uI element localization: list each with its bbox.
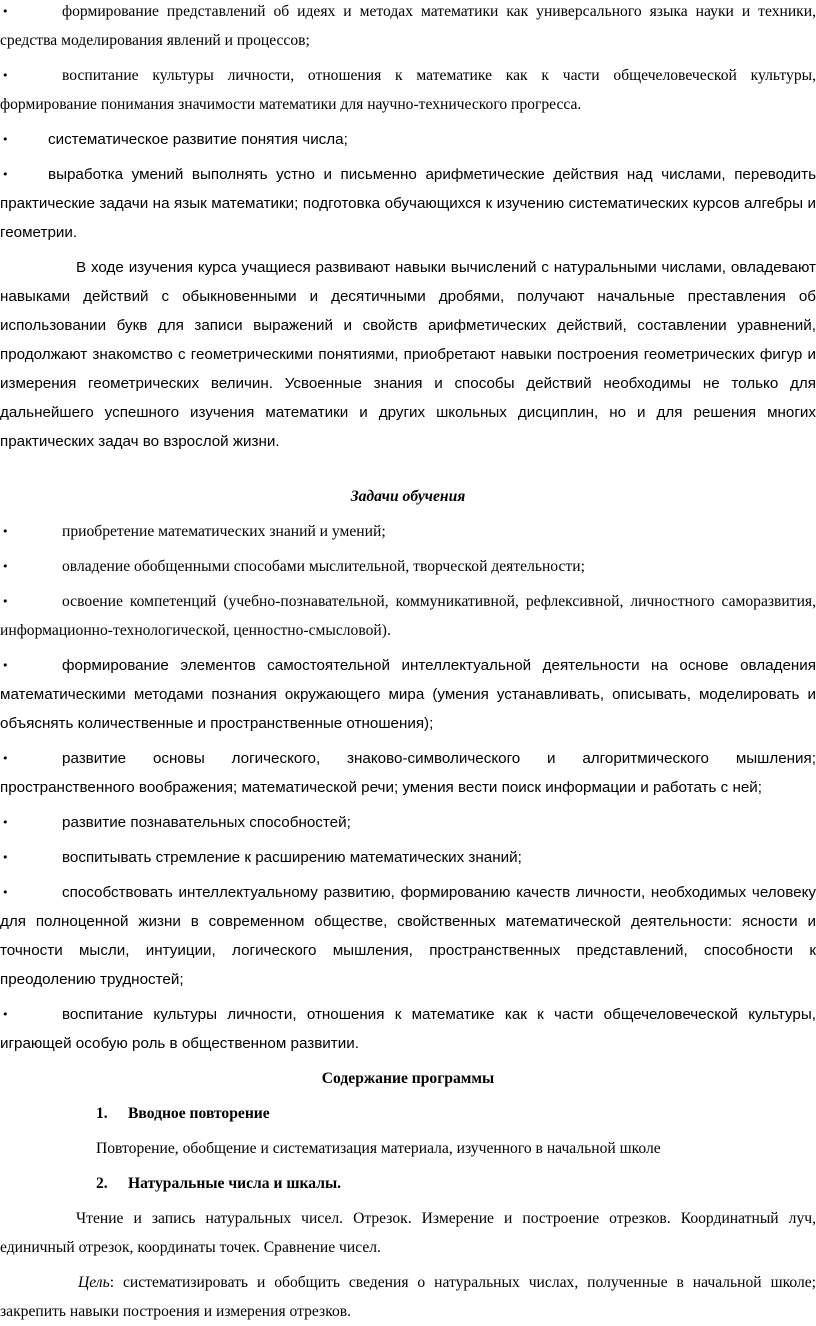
section-number: 1. bbox=[96, 1105, 108, 1122]
bullet-icon: • bbox=[2, 1008, 9, 1021]
bullet-icon: • bbox=[2, 886, 9, 899]
list-item: • развитие основы логического, знаково-символического и алгоритмического мышления; пространственного воображения; математической речи; умения вести поиск информации и работать с ней; bbox=[0, 744, 816, 802]
section-body: Повторение, обобщение и систематизация материала, изученного в начальной школе bbox=[96, 1140, 661, 1157]
bullet-icon: • bbox=[2, 595, 9, 608]
list-item: • приобретение математических знаний и умений; bbox=[0, 517, 816, 546]
tasks-heading: Задачи обучения bbox=[350, 488, 466, 505]
section-number: 2. bbox=[96, 1175, 108, 1192]
list-item: • воспитание культуры личности, отношения к математике как к части общечеловеческой культуры, формирование понимания значимости математики для научно-технического прогресса. bbox=[0, 61, 816, 119]
bullet-icon: • bbox=[2, 5, 9, 18]
list-item: • воспитывать стремление к расширению математических знаний; bbox=[0, 843, 816, 872]
bullet-icon: • bbox=[2, 133, 9, 146]
goal-text: : систематизировать и обобщить сведения о натуральных числах, полученные в начальной школе; закрепить навыки построения и измерения отрезков. bbox=[0, 1274, 816, 1320]
list-item: • систематическое развитие понятия числа; bbox=[0, 125, 816, 154]
bullet-icon: • bbox=[2, 560, 9, 573]
list-item: • воспитание культуры личности, отношения к математике как к части общечеловеческой культуры, играющей особую роль в общественном развитии. bbox=[0, 1000, 816, 1058]
bullet-icon: • bbox=[2, 525, 9, 538]
section-title: 2. Натуральные числа и шкалы. bbox=[0, 1169, 816, 1198]
section-body: Чтение и запись натуральных чисел. Отрезок. Измерение и построение отрезков. Координатный луч, единичный отрезок, координаты точек. Сравнение чисел. bbox=[0, 1210, 816, 1256]
bullet-icon: • bbox=[2, 69, 9, 82]
bullet-icon: • bbox=[2, 752, 9, 765]
section-title: 1. Вводное повторение bbox=[0, 1099, 816, 1128]
bullet-icon: • bbox=[2, 851, 9, 864]
list-item: • способствовать интеллектуальному развитию, формированию качеств личности, необходимых человеку для полноценной жизни в современном обществе, свойственных математической деятельности: ясности и точности мысли, интуиции, логического мышления, пространственных представлений, способности к преодолению трудностей; bbox=[0, 878, 816, 994]
bullet-icon: • bbox=[2, 816, 9, 829]
list-item: • овладение обобщенными способами мыслительной, творческой деятельности; bbox=[0, 552, 816, 581]
list-item: • развитие познавательных способностей; bbox=[0, 808, 816, 837]
content-heading: Содержание программы bbox=[321, 1070, 495, 1087]
course-paragraph: В ходе изучения курса учащиеся развивают навыки вычислений с натуральными числами, овладевают навыками действий с обыкновенными и десятичными дробями, получают начальные преставления об использовании букв для записи выражений и свойств арифметических действий, составлении уравнений, продолжают знакомство с геометрическими понятиями, приобретают навыки построения геометрических фигур и измерения геометрических величин. Усвоенные знания и способы действий необходимы не только для дальнейшего успешного изучения математики и других школьных дисциплин, но и для решения многих практических задач во взрослой жизни. bbox=[0, 259, 816, 450]
list-item: • освоение компетенций (учебно-познавательной, коммуникативной, рефлексивной, личностного саморазвития, информационно-технологической, ценностно-смысловой). bbox=[0, 587, 816, 645]
list-item: • формирование представлений об идеях и методах математики как универсального языка науки и техники, средства моделирования явлений и процессов; bbox=[0, 0, 816, 55]
section-goal bbox=[0, 1268, 816, 1326]
list-item: • формирование элементов самостоятельной интеллектуальной деятельности на основе овладения математическими методами познания окружающего мира (умения устанавливать, описывать, моделировать и объяснять количественные и пространственные отношения); bbox=[0, 651, 816, 738]
list-item: • выработка умений выполнять устно и письменно арифметические действия над числами, переводить практические задачи на язык математики; подготовка обучающихся к изучению систематических курсов алгебры и геометрии. bbox=[0, 160, 816, 247]
goal-label: Цель bbox=[78, 1274, 110, 1291]
bullet-icon: • bbox=[2, 168, 9, 181]
bullet-icon: • bbox=[2, 659, 9, 672]
